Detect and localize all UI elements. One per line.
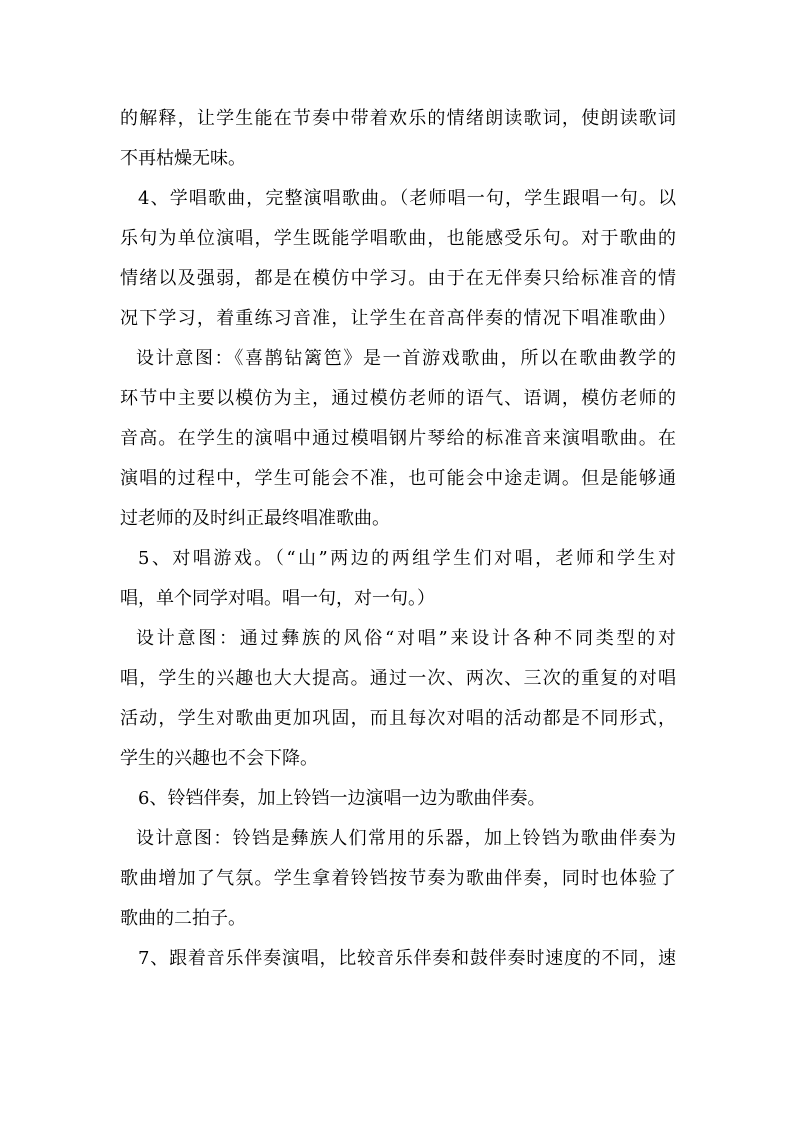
text-line: 设计意图：铃铛是彝族人们常用的乐器，加上铃铛为歌曲伴奏为	[136, 828, 676, 849]
text-line: 环节中主要以模仿为主，通过模仿老师的语气、语调，模仿老师的	[120, 388, 676, 409]
text-line: 4、学唱歌曲，完整演唱歌曲。（老师唱一句，学生跟唱一句。以	[138, 188, 676, 209]
text-line: 唱，学生的兴趣也大大提高。通过一次、两次、三次的重复的对唱	[120, 668, 676, 689]
text-line: 演唱的过程中，学生可能会不准，也可能会中途走调。但是能够通	[120, 468, 676, 489]
text-line: 的解释，让学生能在节奏中带着欢乐的情绪朗读歌词，使朗读歌词	[120, 108, 676, 129]
text-line: 过老师的及时纠正最终唱准歌曲。	[120, 508, 390, 529]
document-body	[120, 99, 676, 979]
text-line: 7、跟着音乐伴奏演唱，比较音乐伴奏和鼓伴奏时速度的不同，速	[138, 948, 676, 969]
text-line: 5、对唱游戏。（“山”两边的两组学生们对唱，老师和学生对	[138, 548, 676, 569]
text-line: 歌曲的二拍子。	[120, 908, 246, 929]
text-line: 6、铃铛伴奏，加上铃铛一边演唱一边为歌曲伴奏。	[138, 788, 546, 809]
text-line: 况下学习，着重练习音准，让学生在音高伴奏的情况下唱准歌曲）	[120, 308, 676, 329]
text-line: 歌曲增加了气氛。学生拿着铃铛按节奏为歌曲伴奏，同时也体验了	[120, 868, 676, 889]
text-line: 设计意图：《喜鹊钻篱笆》是一首游戏歌曲，所以在歌曲教学的	[136, 348, 676, 369]
text-line: 学生的兴趣也不会下降。	[120, 748, 318, 769]
text-line: 唱，单个同学对唱。唱一句，对一句。）	[120, 588, 435, 609]
text-line: 活动，学生对歌曲更加巩固，而且每次对唱的活动都是不同形式，	[120, 708, 676, 729]
text-line: 不再枯燥无味。	[120, 148, 246, 169]
text-line: 情绪以及强弱，都是在模仿中学习。由于在无伴奏只给标准音的情	[120, 268, 676, 289]
text-line: 音高。在学生的演唱中通过模唱钢片琴给的标准音来演唱歌曲。在	[120, 428, 676, 449]
text-line: 乐句为单位演唱，学生既能学唱歌曲，也能感受乐句。对于歌曲的	[120, 228, 676, 249]
text-line: 设计意图：通过彝族的风俗“对唱”来设计各种不同类型的对	[136, 628, 676, 649]
